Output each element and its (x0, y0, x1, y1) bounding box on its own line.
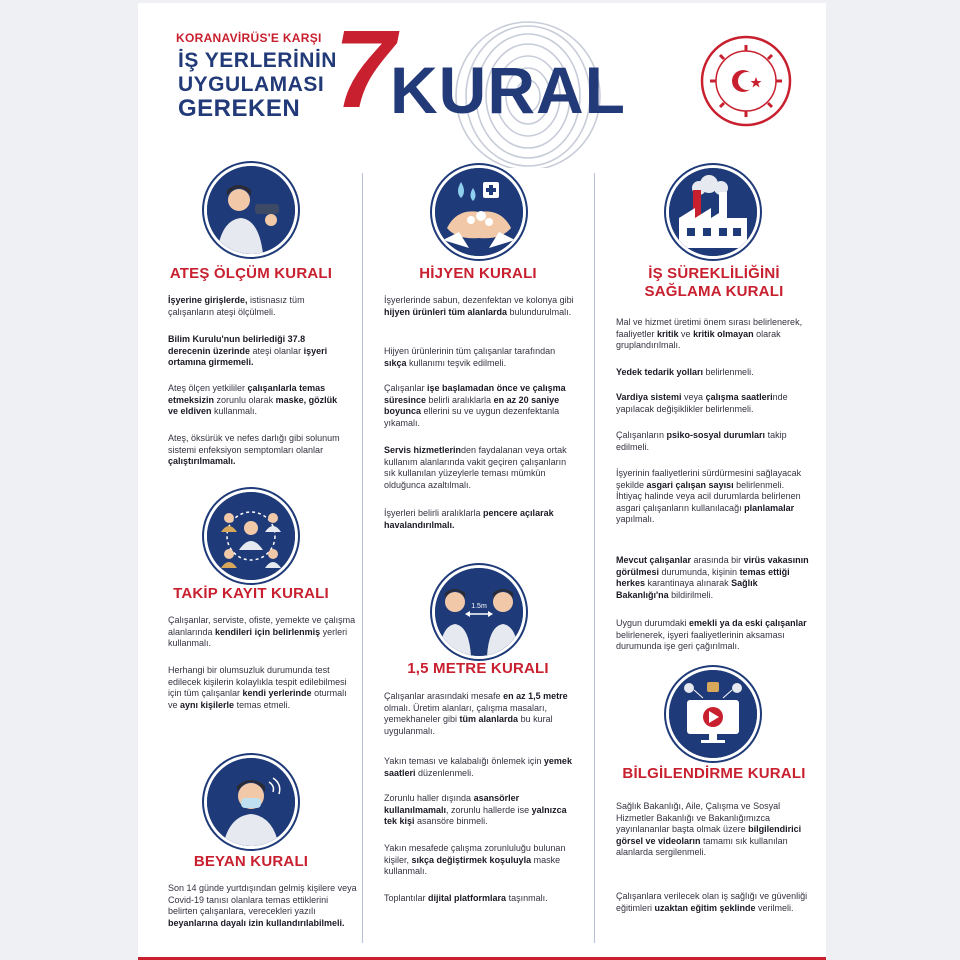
paragraph: Servis hizmetlerinden faydalanan veya ortak kullanım alanlarında vakit geçiren çalışanların sık kullanılan yüzeylerle teması mümkün olduğunca azaltılmalı. (384, 445, 567, 490)
paragraph: Yakın mesafede çalışma zorunluluğu bulunan kişiler, sıkça değiştirmek koşuluyla maske kullanmalı. (384, 843, 566, 877)
paragraph: Zorunlu haller dışında asansörler kullanılmamalı, zorunlu hallerde ise yalnızca tek kişi asansöre binmeli. (384, 793, 567, 827)
paragraph: İşyerleri belirli aralıklarla pencere açılarak havalandırılmalı. (384, 508, 554, 530)
paragraph: Yedek tedarik yolları belirlenmeli. (616, 367, 754, 377)
paragraph: İşyerlerinde sabun, dezenfektan ve kolonya gibi hijyen ürünleri tüm alanlarda bulundurulmalı. (384, 295, 574, 317)
paragraph: Bilim Kurulu'nun belirlediği 37.8 derecenin üzerinde ateşi olanlar işyeri ortamına girmemeli. (168, 334, 328, 368)
masked-person-icon (204, 755, 298, 849)
header-word: KURAL (390, 53, 626, 127)
paragraph: Çalışanlara verilecek olan iş sağlığı ve güvenliği eğitimleri uzaktan eğitim şeklinde verilmeli. (616, 891, 808, 913)
paragraph: Çalışanlar, serviste, ofiste, yemekte ve çalışma alanlarında kendileri için belirlenmiş yerleri kullanmalı. (168, 615, 356, 649)
paragraph: Mal ve hizmet üretimi önem sırası belirlenerek, faaliyetler kritik ve kritik olmayan olarak gruplandırılmalı. (616, 317, 803, 351)
paragraph: Ateş, öksürük ve nefes darlığı gibi solunum sistemi enfeksiyon semptomları olanlar çalıştırılmamalı. (168, 433, 340, 467)
header (138, 3, 826, 163)
ministry-seal-icon (698, 33, 794, 129)
rule-title-takip: TAKİP KAYIT KURALI (173, 585, 329, 602)
paragraph: Ateş ölçen yetkililer çalışanlarla temas etmeksizin zorunlu olarak maske, gözlük ve eldiven kullanmalı. (168, 383, 338, 417)
thermometer-person-icon (204, 163, 298, 257)
infographic-page (138, 3, 826, 960)
paragraph: Herhangi bir olumsuzluk durumunda test edilecek kişilerin kolaylıkla tespit edilebilmesi için tüm çalışanlar kendi yerlerinde oturmalı ve aynı kişilerle temas etmeli. (168, 665, 347, 710)
rule-title-bilgi: BİLGİLENDİRME KURALI (622, 765, 806, 782)
paragraph: Çalışanların psiko-sosyal durumları takip edilmeli. (616, 430, 787, 452)
factory-icon (666, 165, 760, 259)
rule-title-sureklilik-line-1: İŞ SÜREKLİLİĞİNİ (648, 265, 780, 282)
rule-title-hijyen: HİJYEN KURALI (419, 265, 537, 282)
paragraph: Çalışanlar işe başlamadan önce ve çalışma süresince belirli aralıklarla en az 20 saniye boyunca ellerini su ve uygun dezenfektanla yıkamalı. (384, 383, 566, 428)
header-kicker: KORANAVİRÜS'E KARŞI (176, 31, 322, 45)
header-title-line-1: İŞ YERLERİNİN (178, 49, 337, 72)
header-title-line-3: GEREKEN (178, 95, 301, 122)
paragraph: Toplantılar dijital platformlara taşınmalı. (384, 893, 548, 903)
column-divider-left (362, 173, 363, 943)
paragraph: Çalışanlar arasındaki mesafe en az 1,5 metre olmalı. Üretim alanları, çalışma masaları, yemekhaneler gibi tüm alanlarda bu kural uygulanmalı. (384, 691, 568, 736)
header-title-line-2: UYGULAMASI (178, 73, 325, 96)
rule-title-ates: ATEŞ ÖLÇÜM KURALI (169, 265, 333, 282)
paragraph: Son 14 günde yurtdışından gelmiş kişilere veya Covid-19 tanısı olanlara temas ettiklerini belirten çalışanlara, verecekleri yazılı beyanlarına dayalı izin kullandırılabilmeli. (168, 883, 357, 928)
column-divider-right (594, 173, 595, 943)
rule-title-beyan: BEYAN KURALI (193, 853, 309, 870)
paragraph: Hijyen ürünlerinin tüm çalışanlar tarafından sıkça kullanımı teşvik edilmeli. (384, 346, 556, 368)
video-information-icon (666, 667, 760, 761)
header-number: 7 (334, 8, 396, 131)
rule-title-sureklilik-line-2: SAĞLAMA KURALI (644, 283, 784, 300)
handwash-icon (432, 165, 526, 259)
group-tracking-icon (204, 489, 298, 583)
distance-label: 1.5m (471, 603, 487, 610)
social-distance-icon (432, 565, 526, 659)
paragraph: Mevcut çalışanlar arasında bir virüs vakasının görülmesi durumunda, kişinin temas ettiği herkes karantinaya alınarak Sağlık Bakanlığı'na bildirilmeli. (616, 555, 809, 600)
paragraph: İşyerine girişlerde, istisnasız tüm çalışanların ateşi ölçülmeli. (168, 295, 305, 317)
paragraph: Vardiya sistemi veya çalışma saatlerinde yapılacak değişiklikler belirlenmeli. (616, 392, 788, 414)
paragraph: İşyerinin faaliyetlerini sürdürmesini sağlayacak şekilde asgari çalışan sayısı belirlenmeli. İhtiyaç halinde veya acil durumlarda belirlenen asgari çalışanların kullanılacağı planlamalar yapılmalı. (616, 468, 802, 525)
paragraph: Yakın teması ve kalabalığı önlemek için yemek saatleri düzenlenmeli. (384, 756, 572, 778)
paragraph: Sağlık Bakanlığı, Aile, Çalışma ve Sosyal Hizmetler Bakanlığı ve Bakanlığımızca yayınlananlar başta olmak üzere bilgilendirici görsel ve videoların tamamı sık kullanılan alanlarda sergilenmeli. (616, 801, 802, 858)
rule-title-metre: 1,5 METRE KURALI (407, 660, 549, 677)
paragraph: Uygun durumdaki emekli ya da eski çalışanlar belirlenerek, işyeri faaliyetlerinin aksaması durumunda işe geri çağırılmalı. (616, 618, 807, 652)
